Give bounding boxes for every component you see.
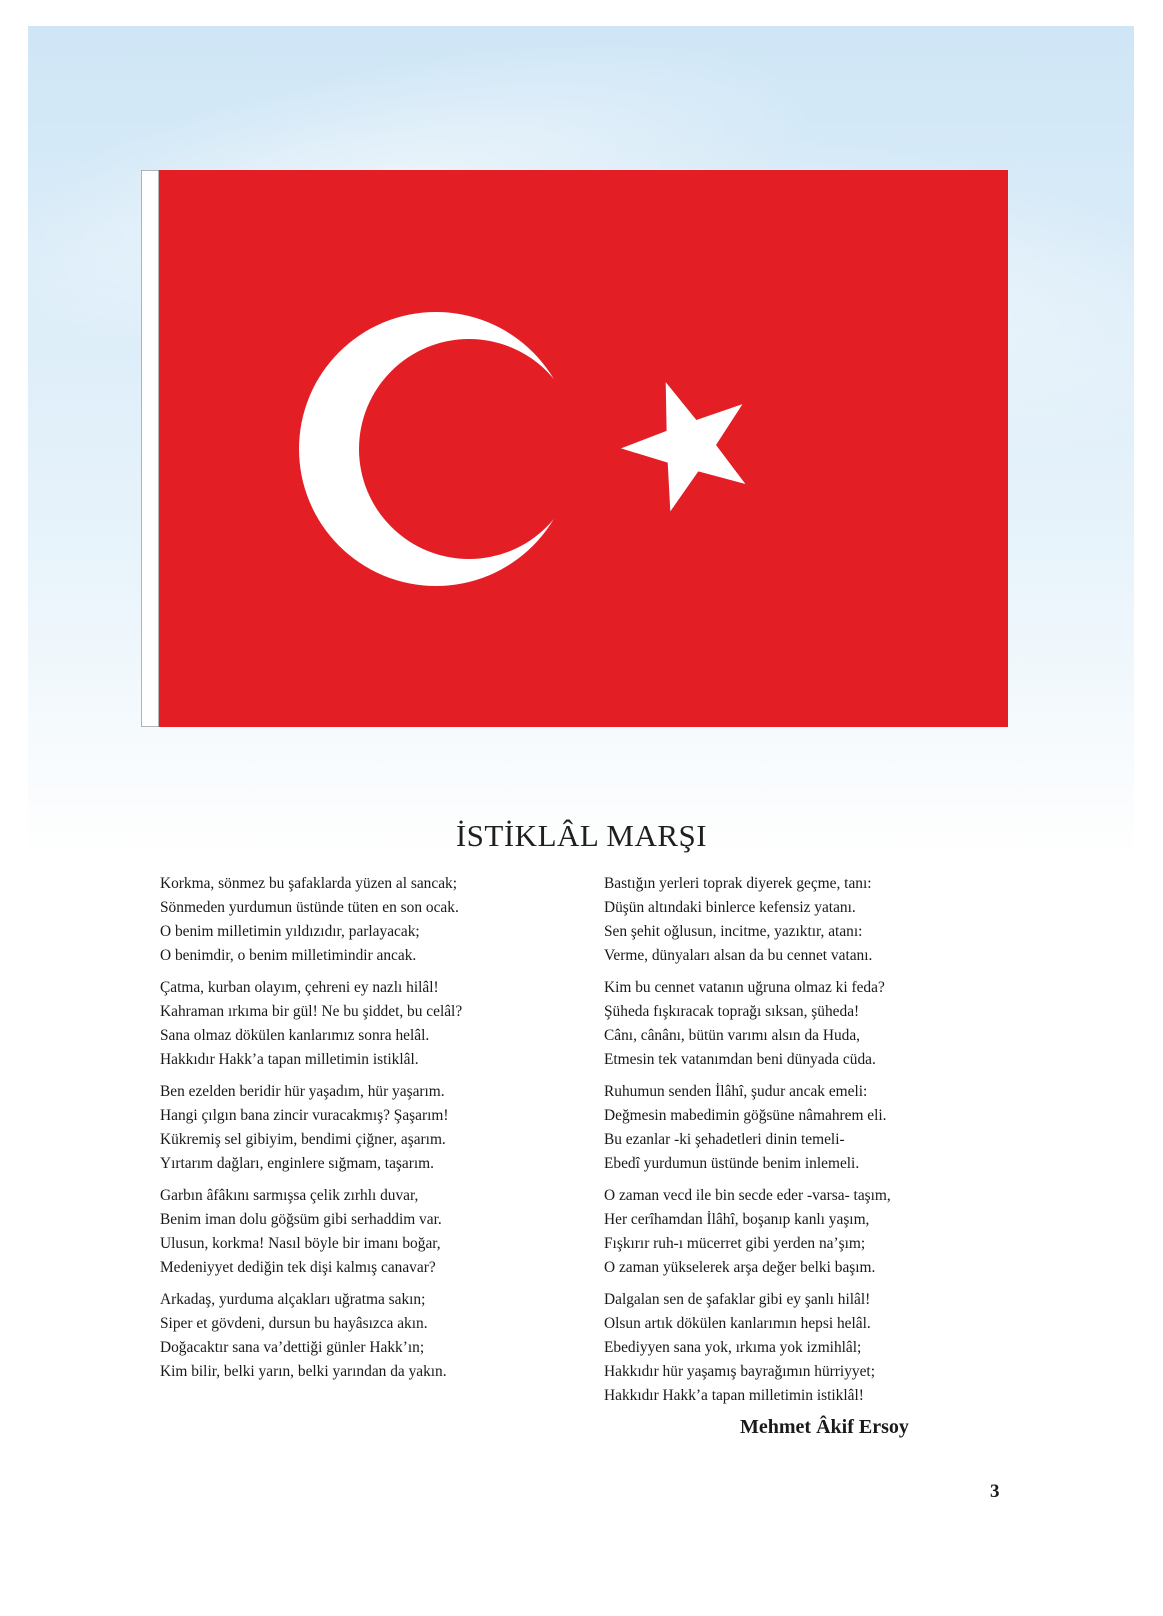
poem-line: Korkma, sönmez bu şafaklarda yüzen al sancak;: [160, 875, 458, 892]
poem-line: Olsun artık dökülen kanlarımın hepsi helâl.: [604, 1315, 871, 1332]
poem-stanza: [160, 976, 570, 1072]
poem-stanza: [160, 872, 570, 968]
author-signature: Mehmet Âkif Ersoy: [740, 1416, 909, 1438]
poem-line: Etmesin tek vatanımdan beni dünyada cüda.: [604, 1051, 876, 1068]
poem-line: Yırtarım dağları, enginlere sığmam, taşarım.: [160, 1155, 434, 1172]
poem-line: O benim milletimin yıldızıdır, parlayacak;: [160, 923, 420, 940]
poem-line: Çatma, kurban olayım, çehreni ey nazlı hilâl!: [160, 979, 439, 996]
poem-line: Ben ezelden beridir hür yaşadım, hür yaşarım.: [160, 1083, 445, 1100]
poem-line: Hakkıdır Hakk’a tapan milletimin istiklâl!: [604, 1387, 864, 1404]
poem-line: Medeniyyet dediğin tek dişi kalmış canavar?: [160, 1259, 436, 1276]
poem-line: Ebediyyen sana yok, ırkıma yok izmihlâl;: [604, 1339, 862, 1356]
poem-column-right: [604, 872, 1024, 1416]
poem-line: Dalgalan sen de şafaklar gibi ey şanlı hilâl!: [604, 1291, 871, 1308]
poem-line: Kahraman ırkıma bir gül! Ne bu şiddet, bu celâl?: [160, 1003, 463, 1020]
poem-stanza: [604, 1288, 1024, 1408]
poem-line: Verme, dünyaları alsan da bu cennet vatanı.: [604, 947, 873, 964]
poem-line: Hangi çılgın bana zincir vuracakmış? Şaşarım!: [160, 1107, 449, 1124]
poem-stanza: [604, 1184, 1024, 1280]
poem-line: O zaman vecd ile bin secde eder -varsa- taşım,: [604, 1187, 891, 1204]
flag-hoist-strip: [141, 170, 159, 727]
poem-stanza: [604, 872, 1024, 968]
poem-line: Kim bu cennet vatanın uğruna olmaz ki feda?: [604, 979, 885, 996]
poem-line: Kim bilir, belki yarın, belki yarından da yakın.: [160, 1363, 447, 1380]
poem-line: Ulusun, korkma! Nasıl böyle bir imanı boğar,: [160, 1235, 441, 1252]
poem-line: Sana olmaz dökülen kanlarımız sonra helâl.: [160, 1027, 430, 1044]
poem-line: Arkadaş, yurduma alçakları uğratma sakın;: [160, 1291, 426, 1308]
poem-line: Her cerîhamdan İlâhî, boşanıp kanlı yaşım,: [604, 1211, 870, 1228]
poem-line: Şüheda fışkıracak toprağı sıksan, şüheda!: [604, 1003, 860, 1020]
poem-stanza: [160, 1080, 570, 1176]
poem-stanza: [160, 1184, 570, 1280]
poem-line: Sen şehit oğlusun, incitme, yazıktır, atanı:: [604, 923, 863, 940]
flag-red-field: [159, 170, 1008, 727]
poem-line: Garbın âfâkını sarmışsa çelik zırhlı duvar,: [160, 1187, 419, 1204]
poem-line: Doğacaktır sana va’dettiği günler Hakk’ın;: [160, 1339, 425, 1356]
poem-column-left: [160, 872, 570, 1392]
poem-line: Sönmeden yurdumun üstünde tüten en son ocak.: [160, 899, 459, 916]
poem-stanza: [160, 1288, 570, 1384]
poem-line: Cânı, cânânı, bütün varımı alsın da Huda,: [604, 1027, 861, 1044]
poem-line: O benimdir, o benim milletimindir ancak.: [160, 947, 417, 964]
poem-stanza: [604, 976, 1024, 1072]
poem-line: Fışkırır ruh-ı mücerret gibi yerden na’şım;: [604, 1235, 866, 1252]
poem-line: Ebedî yurdumun üstünde benim inlemeli.: [604, 1155, 860, 1172]
page-title: İSTİKLÂL MARŞI: [455, 818, 708, 853]
poem-line: Ruhumun senden İlâhî, şudur ancak emeli:: [604, 1083, 868, 1100]
poem-line: O zaman yükselerek arşa değer belki başım.: [604, 1259, 876, 1276]
poem-line: Siper et gövdeni, dursun bu hayâsızca akın.: [160, 1315, 428, 1332]
turkish-flag: [141, 170, 1008, 727]
page-number: 3: [990, 1481, 1000, 1502]
poem-line: Düşün altındaki binlerce kefensiz yatanı.: [604, 899, 856, 916]
poem-line: Kükremiş sel gibiyim, bendimi çiğner, aşarım.: [160, 1131, 446, 1148]
poem-line: Bastığın yerleri toprak diyerek geçme, tanı:: [604, 875, 872, 892]
poem-line: Bu ezanlar -ki şehadetleri dinin temeli-: [604, 1131, 845, 1148]
crescent-inner: [359, 339, 579, 559]
poem-line: Hakkıdır Hakk’a tapan milletimin istiklâl.: [160, 1051, 419, 1068]
poem-line: Değmesin mabedimin göğsüne nâmahrem eli.: [604, 1107, 887, 1124]
poem-line: Hakkıdır hür yaşamış bayrağımın hürriyyet;: [604, 1363, 875, 1380]
poem-stanza: [604, 1080, 1024, 1176]
poem-line: Benim iman dolu göğsüm gibi serhaddim var.: [160, 1211, 442, 1228]
